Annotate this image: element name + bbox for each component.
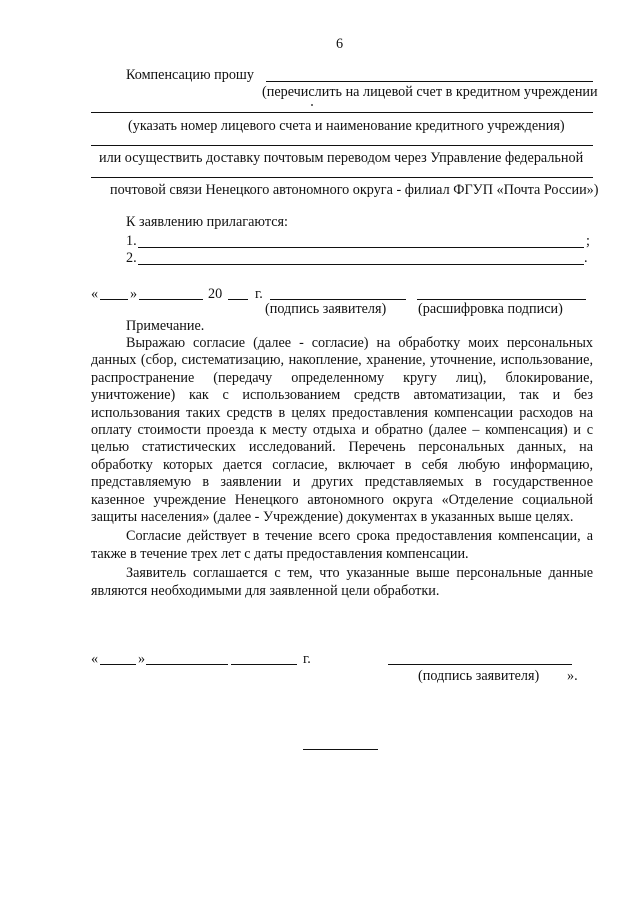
date-quote-open: « <box>91 286 99 302</box>
attachment-item-1-number: 1. <box>126 233 137 249</box>
page-number: 6 <box>336 36 344 52</box>
attachments-title: К заявлению прилагаются: <box>126 214 288 230</box>
date2-quote-open: « <box>91 651 99 667</box>
attachment-item-1-end: ; <box>586 233 590 249</box>
signature2-caption: (подпись заявителя) <box>418 668 540 684</box>
bank-input-line[interactable] <box>91 145 593 146</box>
consent-paragraph: Выражаю согласие (далее - согласие) на обработку моих персональных данных (сбор, систематизацию, накопление, хранение, уточнение, использование, распространение (передачу определенному кругу лиц), блокирование, уничтожение) как с использованием средств автоматизации, так и без использования таких средств в целях предоставления компенсации расходов на оплату стоимости проезда к месту отдыха и обратно (далее – компенсация) и с целью статистических исследований. Перечень персональных данных, на обработку которых дается согласие, включает в себя любую информацию, представляемую в заявлении и других представляемых в государственное казенное учреждение Ненецкого автономного округа «Отделение социальной защиты населения» (далее - Учреждение) документах в указанных выше целях. <box>91 335 593 526</box>
compensation-hint-2: (указать номер лицевого счета и наименование кредитного учреждения) <box>128 118 565 134</box>
account-input-line[interactable] <box>91 112 593 113</box>
date-year-prefix: 20 <box>208 286 223 302</box>
date-year-suffix: г. <box>255 286 263 302</box>
compensation-label: Компенсацию прошу <box>126 67 254 83</box>
compensation-hint-3: или осуществить доставку почтовым переводом через Управление федеральной <box>99 150 584 166</box>
date2-quote-close: » <box>138 651 146 667</box>
compensation-input-line[interactable] <box>266 81 593 82</box>
consent-duration-paragraph: Согласие действует в течение всего срока предоставления компенсации, а также в течение трех лет с даты предоставления компенсации. <box>91 528 593 562</box>
date-day-line[interactable] <box>100 299 128 300</box>
date2-year-line[interactable] <box>231 664 297 665</box>
signature-line[interactable] <box>270 299 406 300</box>
attachment-item-1-line[interactable] <box>138 247 584 248</box>
note-title: Примечание. <box>126 318 205 334</box>
signature-decode-line[interactable] <box>417 299 586 300</box>
closing-quote: ». <box>567 668 578 684</box>
attachment-item-2-end: . <box>584 250 588 266</box>
date-quote-close: » <box>130 286 138 302</box>
attachment-item-2-number: 2. <box>126 250 137 266</box>
signature-caption: (подпись заявителя) <box>265 301 387 317</box>
attachment-item-2-line[interactable] <box>138 264 584 265</box>
date2-day-line[interactable] <box>100 664 136 665</box>
end-separator <box>303 749 378 750</box>
compensation-hint-4: почтовой связи Ненецкого автономного округа - филиал ФГУП «Почта России») <box>110 182 599 198</box>
date-year-line[interactable] <box>228 299 248 300</box>
note-body <box>91 335 593 600</box>
scan-speck <box>311 104 313 106</box>
postal-input-line[interactable] <box>91 177 593 178</box>
signature2-line[interactable] <box>388 664 572 665</box>
date-month-line[interactable] <box>139 299 203 300</box>
signature-decode-caption: (расшифровка подписи) <box>418 301 563 317</box>
date2-year-suffix: г. <box>303 651 311 667</box>
consent-agreement-paragraph: Заявитель соглашается с тем, что указанные выше персональные данные являются необходимыми для заявленной цели обработки. <box>91 565 593 599</box>
compensation-hint-1: (перечислить на лицевой счет в кредитном учреждении <box>262 84 598 100</box>
date2-month-line[interactable] <box>146 664 228 665</box>
